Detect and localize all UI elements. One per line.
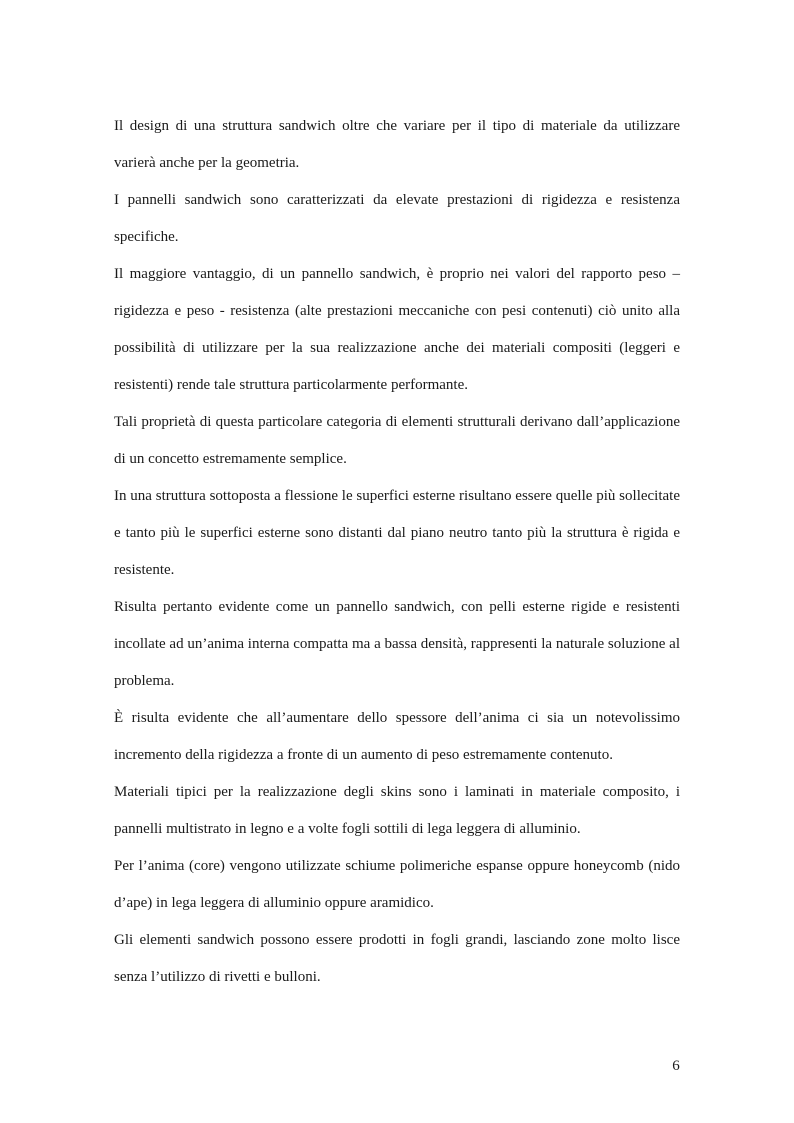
paragraph: È risulta evidente che all’aumentare dello spessore dell’anima ci sia un notevolissimo incremento della rigidezza a fronte di un aumento di peso estremamente contenuto.	[114, 710, 680, 763]
paragraph: Per l’anima (core) vengono utilizzate schiume polimeriche espanse oppure honeycomb (nido d’ape) in lega leggera di alluminio oppure aramidico.	[114, 858, 680, 911]
paragraph: Risulta pertanto evidente come un pannello sandwich, con pelli esterne rigide e resistenti incollate ad un’anima interna compatta ma a bassa densità, rappresenti la naturale soluzione al problema.	[114, 599, 680, 689]
paragraph: In una struttura sottoposta a flessione le superfici esterne risultano essere quelle più sollecitate e tanto più le superfici esterne sono distanti dal piano neutro tanto più la struttura è rigida e resistente.	[114, 488, 680, 578]
paragraph: Il design di una struttura sandwich oltre che variare per il tipo di materiale da utilizzare varierà anche per la geometria.	[114, 118, 680, 171]
paragraph: Tali proprietà di questa particolare categoria di elementi strutturali derivano dall’applicazione di un concetto estremamente semplice.	[114, 414, 680, 467]
body-text	[114, 108, 680, 996]
paragraph: Materiali tipici per la realizzazione degli skins sono i laminati in materiale composito, i pannelli multistrato in legno e a volte fogli sottili di lega leggera di alluminio.	[114, 784, 680, 837]
page-number: 6	[672, 1058, 680, 1074]
paragraph: Il maggiore vantaggio, di un pannello sandwich, è proprio nei valori del rapporto peso – rigidezza e peso - resistenza (alte prestazioni meccaniche con pesi contenuti) ciò unito alla possibilità di utilizzare per la sua realizzazione anche dei materiali compositi (leggeri e resistenti) rende tale struttura particolarmente performante.	[114, 266, 680, 393]
paragraph: I pannelli sandwich sono caratterizzati da elevate prestazioni di rigidezza e resistenza specifiche.	[114, 192, 680, 245]
paragraph: Gli elementi sandwich possono essere prodotti in fogli grandi, lasciando zone molto lisce senza l’utilizzo di rivetti e bulloni.	[114, 932, 680, 985]
